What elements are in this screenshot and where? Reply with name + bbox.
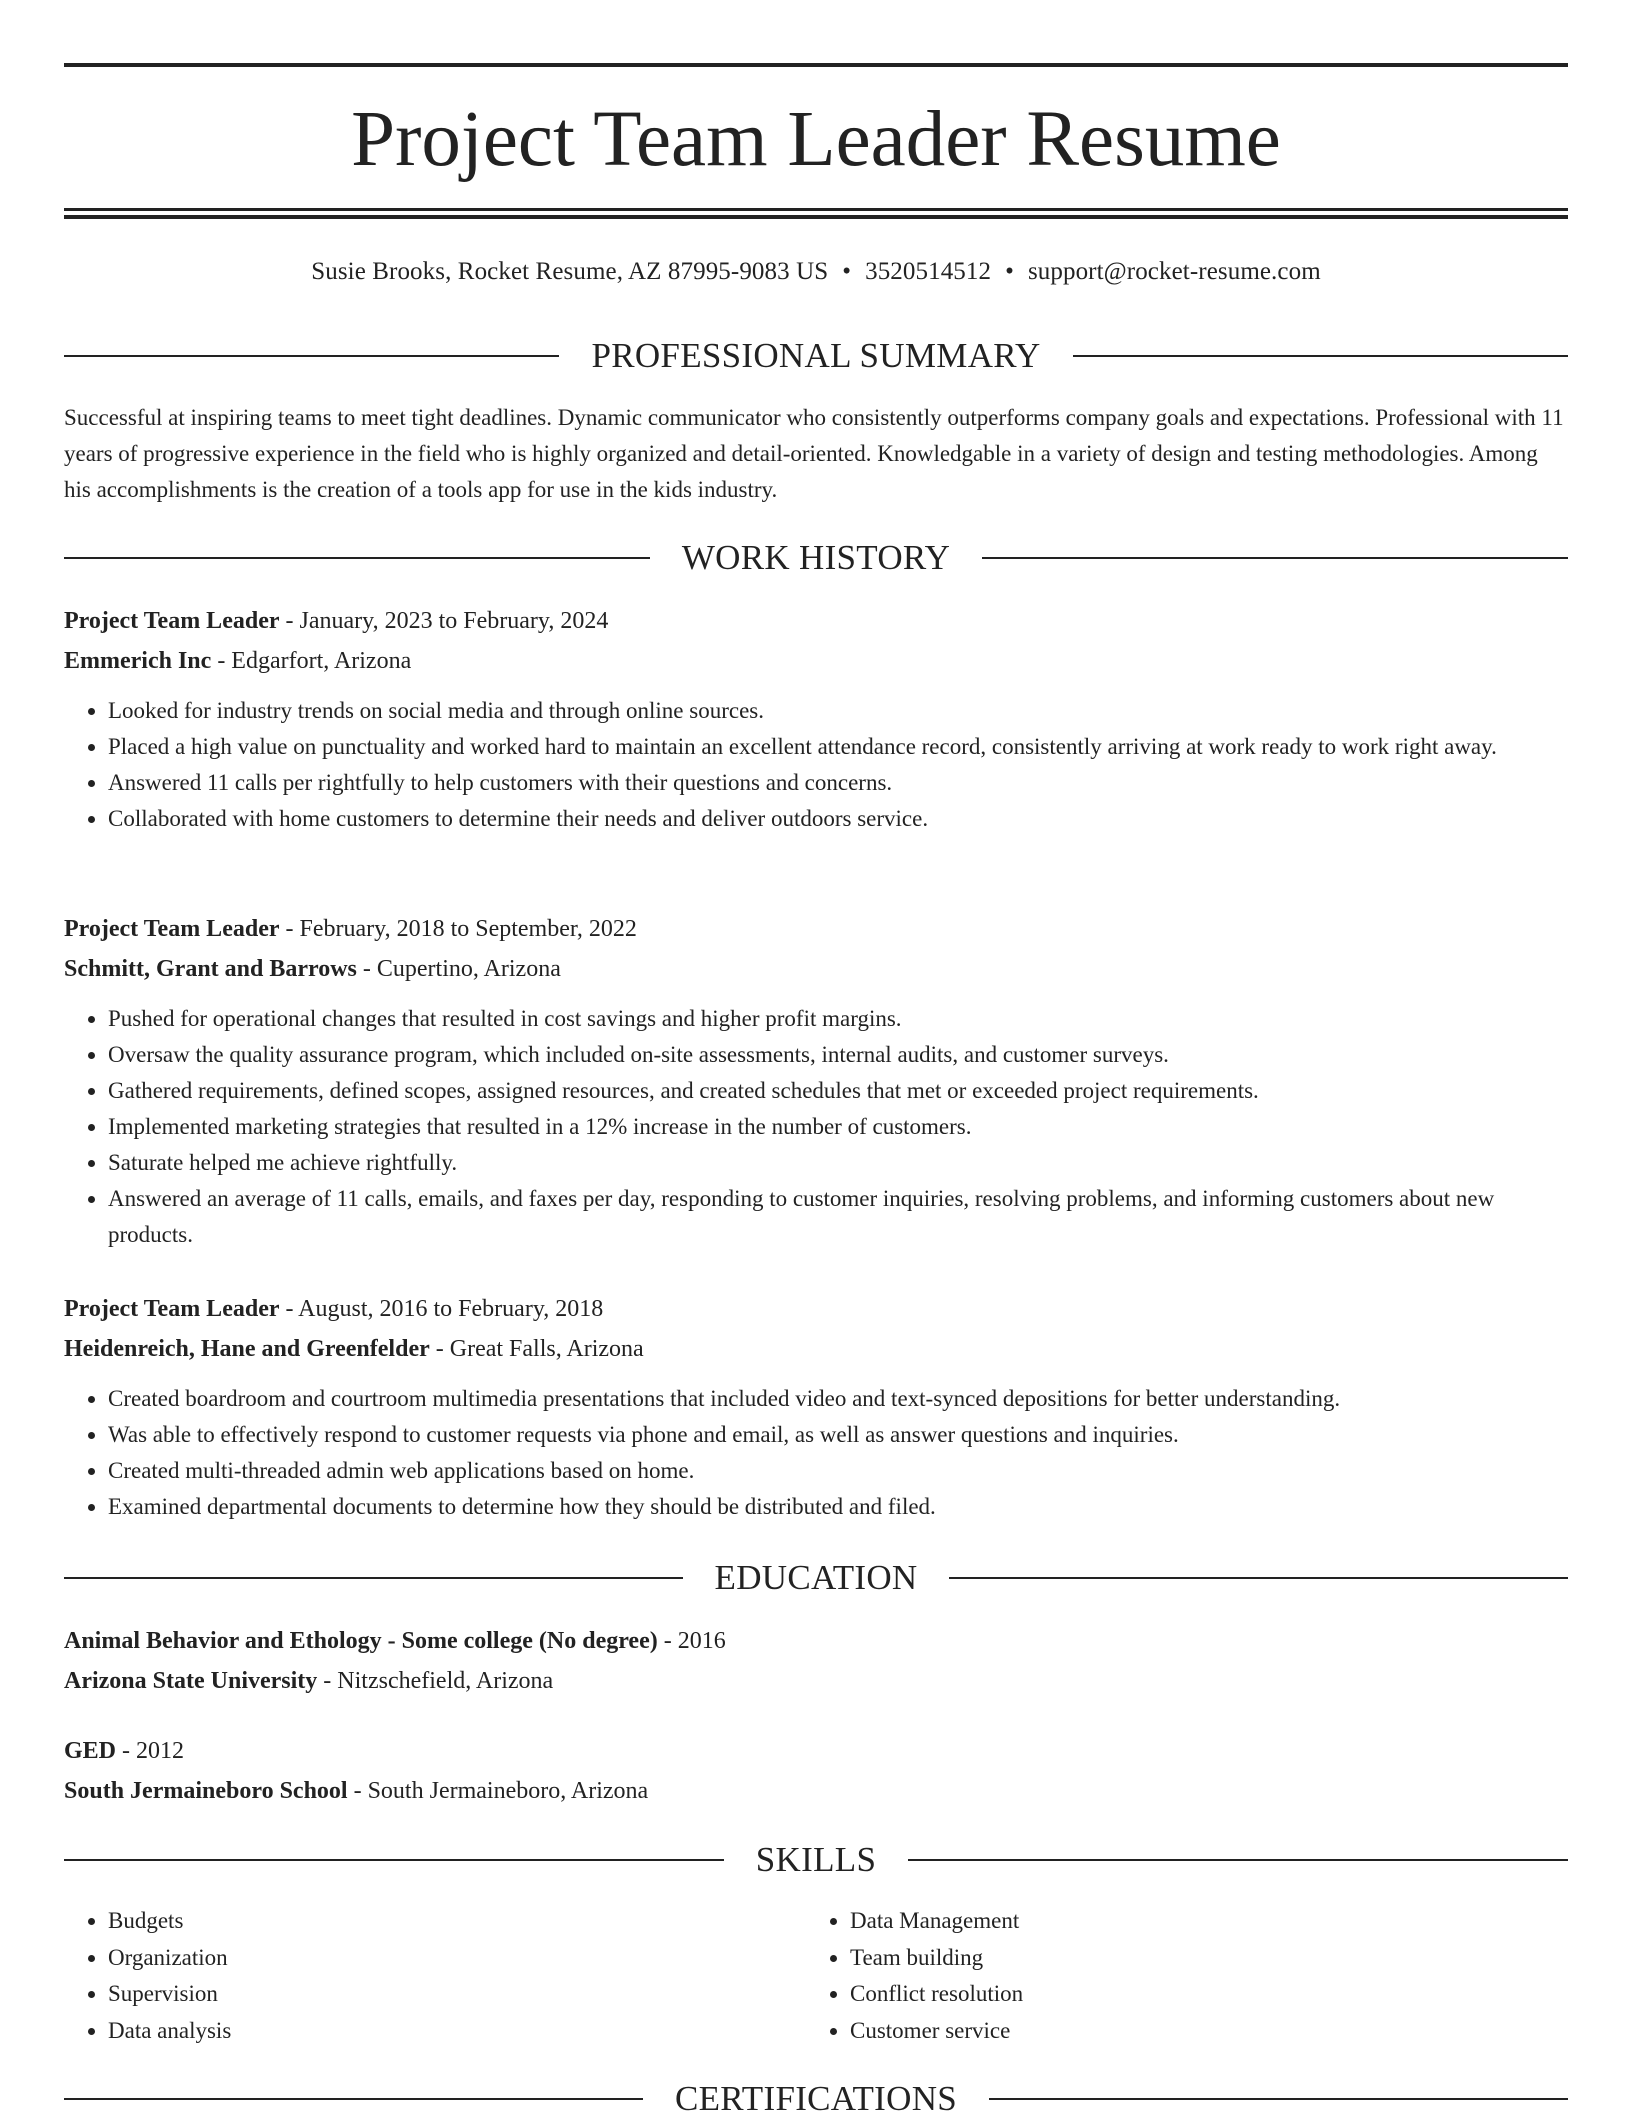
contact-separator: • (842, 258, 852, 285)
education-school: South Jermaineboro School (64, 1778, 348, 1804)
education-year: - 2016 (657, 1628, 726, 1654)
divider-line (64, 2098, 643, 2100)
section-heading-certifications (64, 2079, 1568, 2119)
skills-list (64, 1903, 1568, 2053)
list-item: • Team building (850, 1940, 1546, 1977)
education-year: - 2012 (116, 1738, 185, 1764)
list-item: • Supervision (108, 1976, 804, 2013)
job-company: Heidenreich, Hane and Greenfelder (64, 1336, 430, 1362)
divider-line (64, 1859, 724, 1861)
job-entry (64, 909, 1568, 1253)
job-dates: - August, 2016 to February, 2018 (279, 1296, 604, 1322)
list-item: • Was able to effectively respond to customer requests via phone and email, as well as answer questions and inquiries. (108, 1417, 1568, 1453)
divider-line (64, 355, 559, 357)
list-item: • Data analysis (108, 2013, 804, 2050)
header-top-rule (64, 63, 1568, 67)
education-degree-line (64, 1731, 1568, 1771)
job-bullet-list (64, 693, 1568, 837)
education-school: Arizona State University (64, 1668, 318, 1694)
job-company: Emmerich Inc (64, 648, 212, 674)
list-item: • Pushed for operational changes that resulted in cost savings and higher profit margins. (108, 1001, 1568, 1037)
job-dates: - January, 2023 to February, 2024 (279, 608, 609, 634)
job-title-line (64, 909, 1568, 949)
divider-line (64, 1577, 683, 1579)
education-location: - Nitzschefield, Arizona (317, 1668, 554, 1694)
section-heading-education (64, 1558, 1568, 1598)
job-entry (64, 1289, 1568, 1525)
job-company-line (64, 1329, 1568, 1369)
list-item: • Conflict resolution (850, 1976, 1546, 2013)
list-item: • Answered an average of 11 calls, emails, and faxes per day, responding to customer inquiries, resolving problems, and informing customers about new products. (108, 1181, 1568, 1253)
summary-text: Successful at inspiring teams to meet tight deadlines. Dynamic communicator who consistently outperforms company goals and expectations. Professional with 11 years of progressive experience in the field who is highly organized and detail-oriented. Knowledgable in a variety of design and testing methodologies. Among his accomplishments is the creation of a tools app for use in the kids industry. (64, 405, 1564, 502)
job-company-line (64, 949, 1568, 989)
education-location: - South Jermaineboro, Arizona (347, 1778, 649, 1804)
contact-line (0, 254, 1632, 290)
education-school-line (64, 1771, 1568, 1811)
job-location: - Edgarfort, Arizona (211, 648, 412, 674)
section-heading-summary (64, 336, 1568, 376)
section-title: PROFESSIONAL SUMMARY (591, 336, 1041, 375)
job-bullet-list (64, 1381, 1568, 1525)
divider-line (1073, 355, 1568, 357)
contact-separator: • (1005, 258, 1014, 285)
job-title-line (64, 601, 1568, 641)
list-item: • Created multi-threaded admin web applications based on home. (108, 1453, 1568, 1489)
job-location: - Cupertino, Arizona (356, 956, 561, 982)
education-entry (64, 1621, 1568, 1701)
job-title-line (64, 1289, 1568, 1329)
header-double-rule-lower (64, 215, 1568, 219)
contact-email: support@rocket-resume.com (1027, 258, 1321, 285)
header-double-rule-upper (64, 208, 1568, 211)
job-company: Schmitt, Grant and Barrows (64, 956, 357, 982)
job-title: Project Team Leader (64, 916, 280, 942)
education-degree-line (64, 1621, 1568, 1661)
divider-line (64, 557, 650, 559)
job-dates: - February, 2018 to September, 2022 (279, 916, 637, 942)
skills-column-left (64, 1903, 804, 2050)
list-item: • Created boardroom and courtroom multimedia presentations that included video and text-synced depositions for better understanding. (108, 1381, 1568, 1417)
section-title: EDUCATION (714, 1558, 918, 1597)
education-degree: Animal Behavior and Ethology - Some college (No degree) (64, 1628, 658, 1654)
list-item: • Data Management (850, 1903, 1546, 1940)
job-company-line (64, 641, 1568, 681)
section-heading-work-history (64, 538, 1568, 578)
education-school-line (64, 1661, 1568, 1701)
contact-phone: 3520514512 (865, 258, 992, 285)
section-title: CERTIFICATIONS (674, 2079, 958, 2118)
job-title: Project Team Leader (64, 608, 280, 634)
section-heading-skills (64, 1840, 1568, 1880)
education-degree: GED (64, 1738, 117, 1764)
list-item: • Collaborated with home customers to determine their needs and deliver outdoors service. (108, 801, 1568, 837)
list-item: • Placed a high value on punctuality and worked hard to maintain an excellent attendance record, consistently arriving at work ready to work right away. (108, 729, 1568, 765)
job-entry (64, 601, 1568, 837)
section-title: SKILLS (755, 1840, 877, 1879)
list-item: • Customer service (850, 2013, 1546, 2050)
job-title: Project Team Leader (64, 1296, 280, 1322)
list-item: • Organization (108, 1940, 804, 1977)
list-item: • Saturate helped me achieve rightfully. (108, 1145, 1568, 1181)
section-title: WORK HISTORY (681, 538, 951, 577)
list-item: • Budgets (108, 1903, 804, 1940)
page-title: Project Team Leader Resume (351, 96, 1281, 183)
list-item: • Implemented marketing strategies that resulted in a 12% increase in the number of customers. (108, 1109, 1568, 1145)
skills-column-right (806, 1903, 1546, 2050)
divider-line (982, 557, 1568, 559)
job-bullet-list (64, 1001, 1568, 1253)
list-item: • Gathered requirements, defined scopes, assigned resources, and created schedules that met or exceeded project requirements. (108, 1073, 1568, 1109)
list-item: • Looked for industry trends on social media and through online sources. (108, 693, 1568, 729)
list-item: • Answered 11 calls per rightfully to help customers with their questions and concerns. (108, 765, 1568, 801)
education-entry (64, 1731, 1568, 1811)
list-item: • Oversaw the quality assurance program, which included on-site assessments, internal audits, and customer surveys. (108, 1037, 1568, 1073)
divider-line (908, 1859, 1568, 1861)
divider-line (949, 1577, 1568, 1579)
contact-address: Susie Brooks, Rocket Resume, AZ 87995-9083 US (311, 258, 829, 285)
list-item: • Examined departmental documents to determine how they should be distributed and filed. (108, 1489, 1568, 1525)
job-location: - Great Falls, Arizona (429, 1336, 644, 1362)
divider-line (989, 2098, 1568, 2100)
